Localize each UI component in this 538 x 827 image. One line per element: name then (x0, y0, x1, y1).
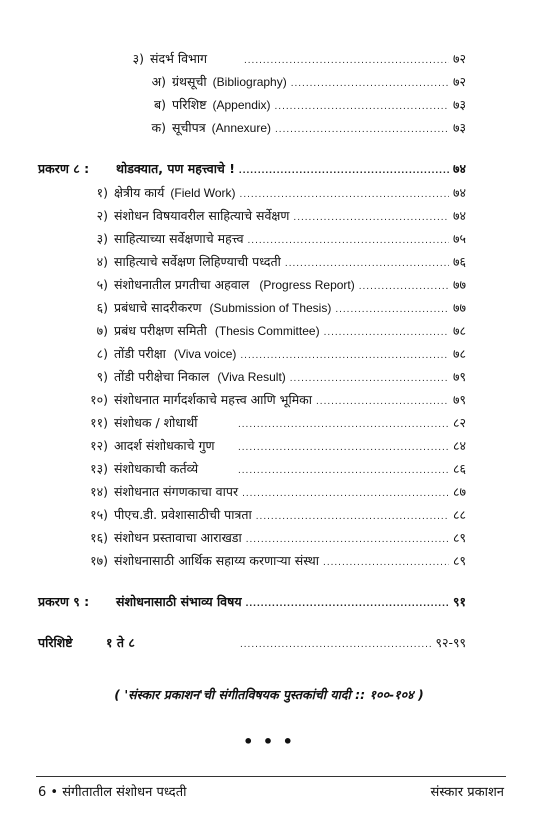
toc-entry (74, 529, 466, 546)
leader-dots (275, 124, 449, 135)
toc-english: (Submission of Thesis) (209, 301, 332, 315)
toc-entry (74, 184, 466, 201)
toc-page: ७३ (452, 97, 466, 112)
toc-label: तोंडी परीक्षा (114, 346, 166, 361)
toc-entry (74, 322, 466, 339)
toc-label: संशोधन प्रस्तावाचा आराखडा (114, 530, 242, 545)
leader-dots (238, 465, 449, 476)
toc-number: ६) (96, 300, 108, 315)
chapter-number: प्रकरण ९ : (38, 594, 90, 609)
toc-entry (74, 299, 466, 316)
leader-dots (240, 189, 449, 200)
toc-page: ८४ (452, 438, 466, 453)
toc-page: ७२ (452, 51, 466, 66)
toc-page: ८६ (452, 461, 466, 476)
leader-dots (238, 442, 449, 453)
toc-page: ७८ (452, 346, 466, 361)
toc-page: ९१ (452, 594, 466, 609)
toc-entry (144, 96, 466, 113)
leader-dots (256, 511, 449, 522)
toc-english: (Progress Report) (259, 278, 355, 292)
toc-page: ७२ (452, 74, 466, 89)
toc-page: ७५ (452, 231, 466, 246)
toc-page: ८९ (452, 530, 466, 545)
leader-dots (244, 55, 449, 66)
toc-label: आदर्श संशोधकाचे गुण (114, 438, 215, 453)
toc-number: १४) (90, 484, 108, 499)
toc-number: ७) (96, 323, 108, 338)
ornament-dots: • • • (243, 732, 295, 751)
toc-number: ११) (90, 415, 108, 430)
toc-label: सूचीपत्र (172, 120, 206, 135)
toc-page: ७८ (452, 323, 466, 338)
toc-label: प्रबंधाचे सादरीकरण (114, 300, 202, 315)
leader-dots (359, 281, 449, 292)
chapter-title: संशोधनासाठी संभाव्य विषय (116, 594, 242, 609)
leader-dots (239, 165, 449, 176)
toc-page: ७७ (452, 300, 466, 315)
chapter-number: प्रकरण ८ : (38, 161, 90, 176)
toc-page: ८८ (452, 507, 466, 522)
toc-entry (74, 276, 466, 293)
toc-entry (144, 73, 466, 90)
toc-page: ८२ (452, 415, 466, 430)
leader-dots (242, 488, 449, 499)
toc-number: १२) (90, 438, 108, 453)
leader-dots (240, 639, 431, 650)
toc-number: १) (96, 185, 108, 200)
toc-english: (Viva voice) (173, 347, 237, 361)
leader-dots (316, 396, 449, 407)
toc-label: संशोधनासाठी आर्थिक सहाय्य करणाऱ्या संस्था (114, 553, 320, 568)
footer-left: 6 • संगीतातील संशोधन पध्दती (38, 785, 187, 800)
toc-entry (110, 50, 466, 67)
appendix-range: १ ते ८ (106, 635, 135, 650)
toc-page: ९२-९९ (435, 635, 466, 650)
toc-english: (Appendix) (212, 98, 271, 112)
toc-label: संशोधनात संगणकाचा वापर (114, 484, 239, 499)
toc-entry (74, 207, 466, 224)
chapter-heading (38, 160, 466, 177)
toc-number: १७) (90, 553, 108, 568)
toc-number: ४) (96, 254, 108, 269)
toc-page: ८७ (452, 484, 466, 499)
leader-dots (285, 258, 449, 269)
toc-number: १६) (90, 530, 108, 545)
toc-entry (74, 368, 466, 385)
toc-entry (74, 253, 466, 270)
toc-english: (Annexure) (211, 121, 272, 135)
toc-page: ७९ (452, 392, 466, 407)
catalog-note: ( 'संस्कार प्रकाशन'ची संगीतविषयक पुस्तकांची यादी :: १००-१०४ ) (114, 687, 424, 702)
footer-right: संस्कार प्रकाशन (430, 785, 504, 800)
leader-dots (335, 304, 449, 315)
chapter-title: थोडक्यात, पण महत्त्वाचे ! (116, 161, 235, 176)
toc-number: क) (151, 120, 166, 135)
toc-entry (74, 552, 466, 569)
leader-dots (323, 557, 449, 568)
leader-dots (290, 373, 449, 384)
toc-label: संशोधनात मार्गदर्शकाचे महत्त्व आणि भूमिका (114, 392, 313, 407)
leader-dots (324, 327, 449, 338)
leader-dots (291, 78, 449, 89)
toc-page: ७९ (452, 369, 466, 384)
toc-entry (74, 437, 466, 454)
toc-label: साहित्याच्या सर्वेक्षणाचे महत्त्व (114, 231, 244, 246)
leader-dots (275, 101, 449, 112)
toc-english: (Thesis Committee) (214, 324, 320, 338)
toc-entry (74, 483, 466, 500)
toc-label: तोंडी परीक्षेचा निकाल (114, 369, 210, 384)
toc-entry (74, 506, 466, 523)
toc-entry (74, 391, 466, 408)
toc-page: ७३ (452, 120, 466, 135)
toc-label: संदर्भ विभाग (150, 51, 208, 66)
toc-entry (74, 230, 466, 247)
toc-entry (74, 414, 466, 431)
toc-entry (74, 460, 466, 477)
footer-rule (36, 776, 506, 777)
toc-number: १५) (90, 507, 108, 522)
toc-english: (Bibliography) (212, 75, 287, 89)
toc-english: (Field Work) (170, 186, 236, 200)
leader-dots (238, 419, 449, 430)
toc-number: ५) (96, 277, 108, 292)
leader-dots (240, 350, 449, 361)
toc-label: पीएच.डी. प्रवेशासाठीची पात्रता (114, 507, 252, 522)
toc-page: ७४ (452, 185, 466, 200)
toc-number: ९) (96, 369, 108, 384)
toc-number: १३) (90, 461, 108, 476)
leader-dots (246, 598, 449, 609)
toc-label: साहित्याचे सर्वेक्षण लिहिण्याची पध्दती (114, 254, 281, 269)
appendix-heading (38, 634, 466, 651)
toc-label: संशोधनातील प्रगतीचा अहवाल (114, 277, 250, 292)
toc-label: परिशिष्ट (172, 97, 207, 112)
toc-label: क्षेत्रीय कार्य (114, 185, 165, 200)
toc-label: संशोधकाची कर्तव्ये (114, 461, 199, 476)
toc-page: ७४ (452, 208, 466, 223)
chapter-heading (38, 593, 466, 610)
toc-english: (Viva Result) (217, 370, 286, 384)
toc-page: ८९ (452, 553, 466, 568)
leader-dots (246, 534, 449, 545)
toc-page: ७७ (452, 277, 466, 292)
toc-entry (74, 345, 466, 362)
toc-number: ब) (153, 97, 166, 112)
toc-label: ग्रंथसूची (172, 74, 207, 89)
toc-label: संशोधक / शोधार्थी (114, 415, 198, 430)
leader-dots (293, 212, 449, 223)
toc-number: १०) (90, 392, 108, 407)
toc-page: ७४ (452, 161, 466, 176)
toc-number: ३) (132, 51, 144, 66)
toc-page: ७६ (452, 254, 466, 269)
appendix-label: परिशिष्टे (38, 635, 73, 650)
toc-number: ८) (96, 346, 108, 361)
toc-label: संशोधन विषयावरील साहित्याचे सर्वेक्षण (114, 208, 290, 223)
toc-number: अ) (151, 74, 166, 89)
page-footer (38, 782, 504, 800)
toc-number: ३) (96, 231, 108, 246)
toc-entry (144, 119, 466, 136)
toc-number: २) (96, 208, 108, 223)
leader-dots (248, 235, 449, 246)
toc-label: प्रबंध परीक्षण समिती (114, 323, 207, 338)
